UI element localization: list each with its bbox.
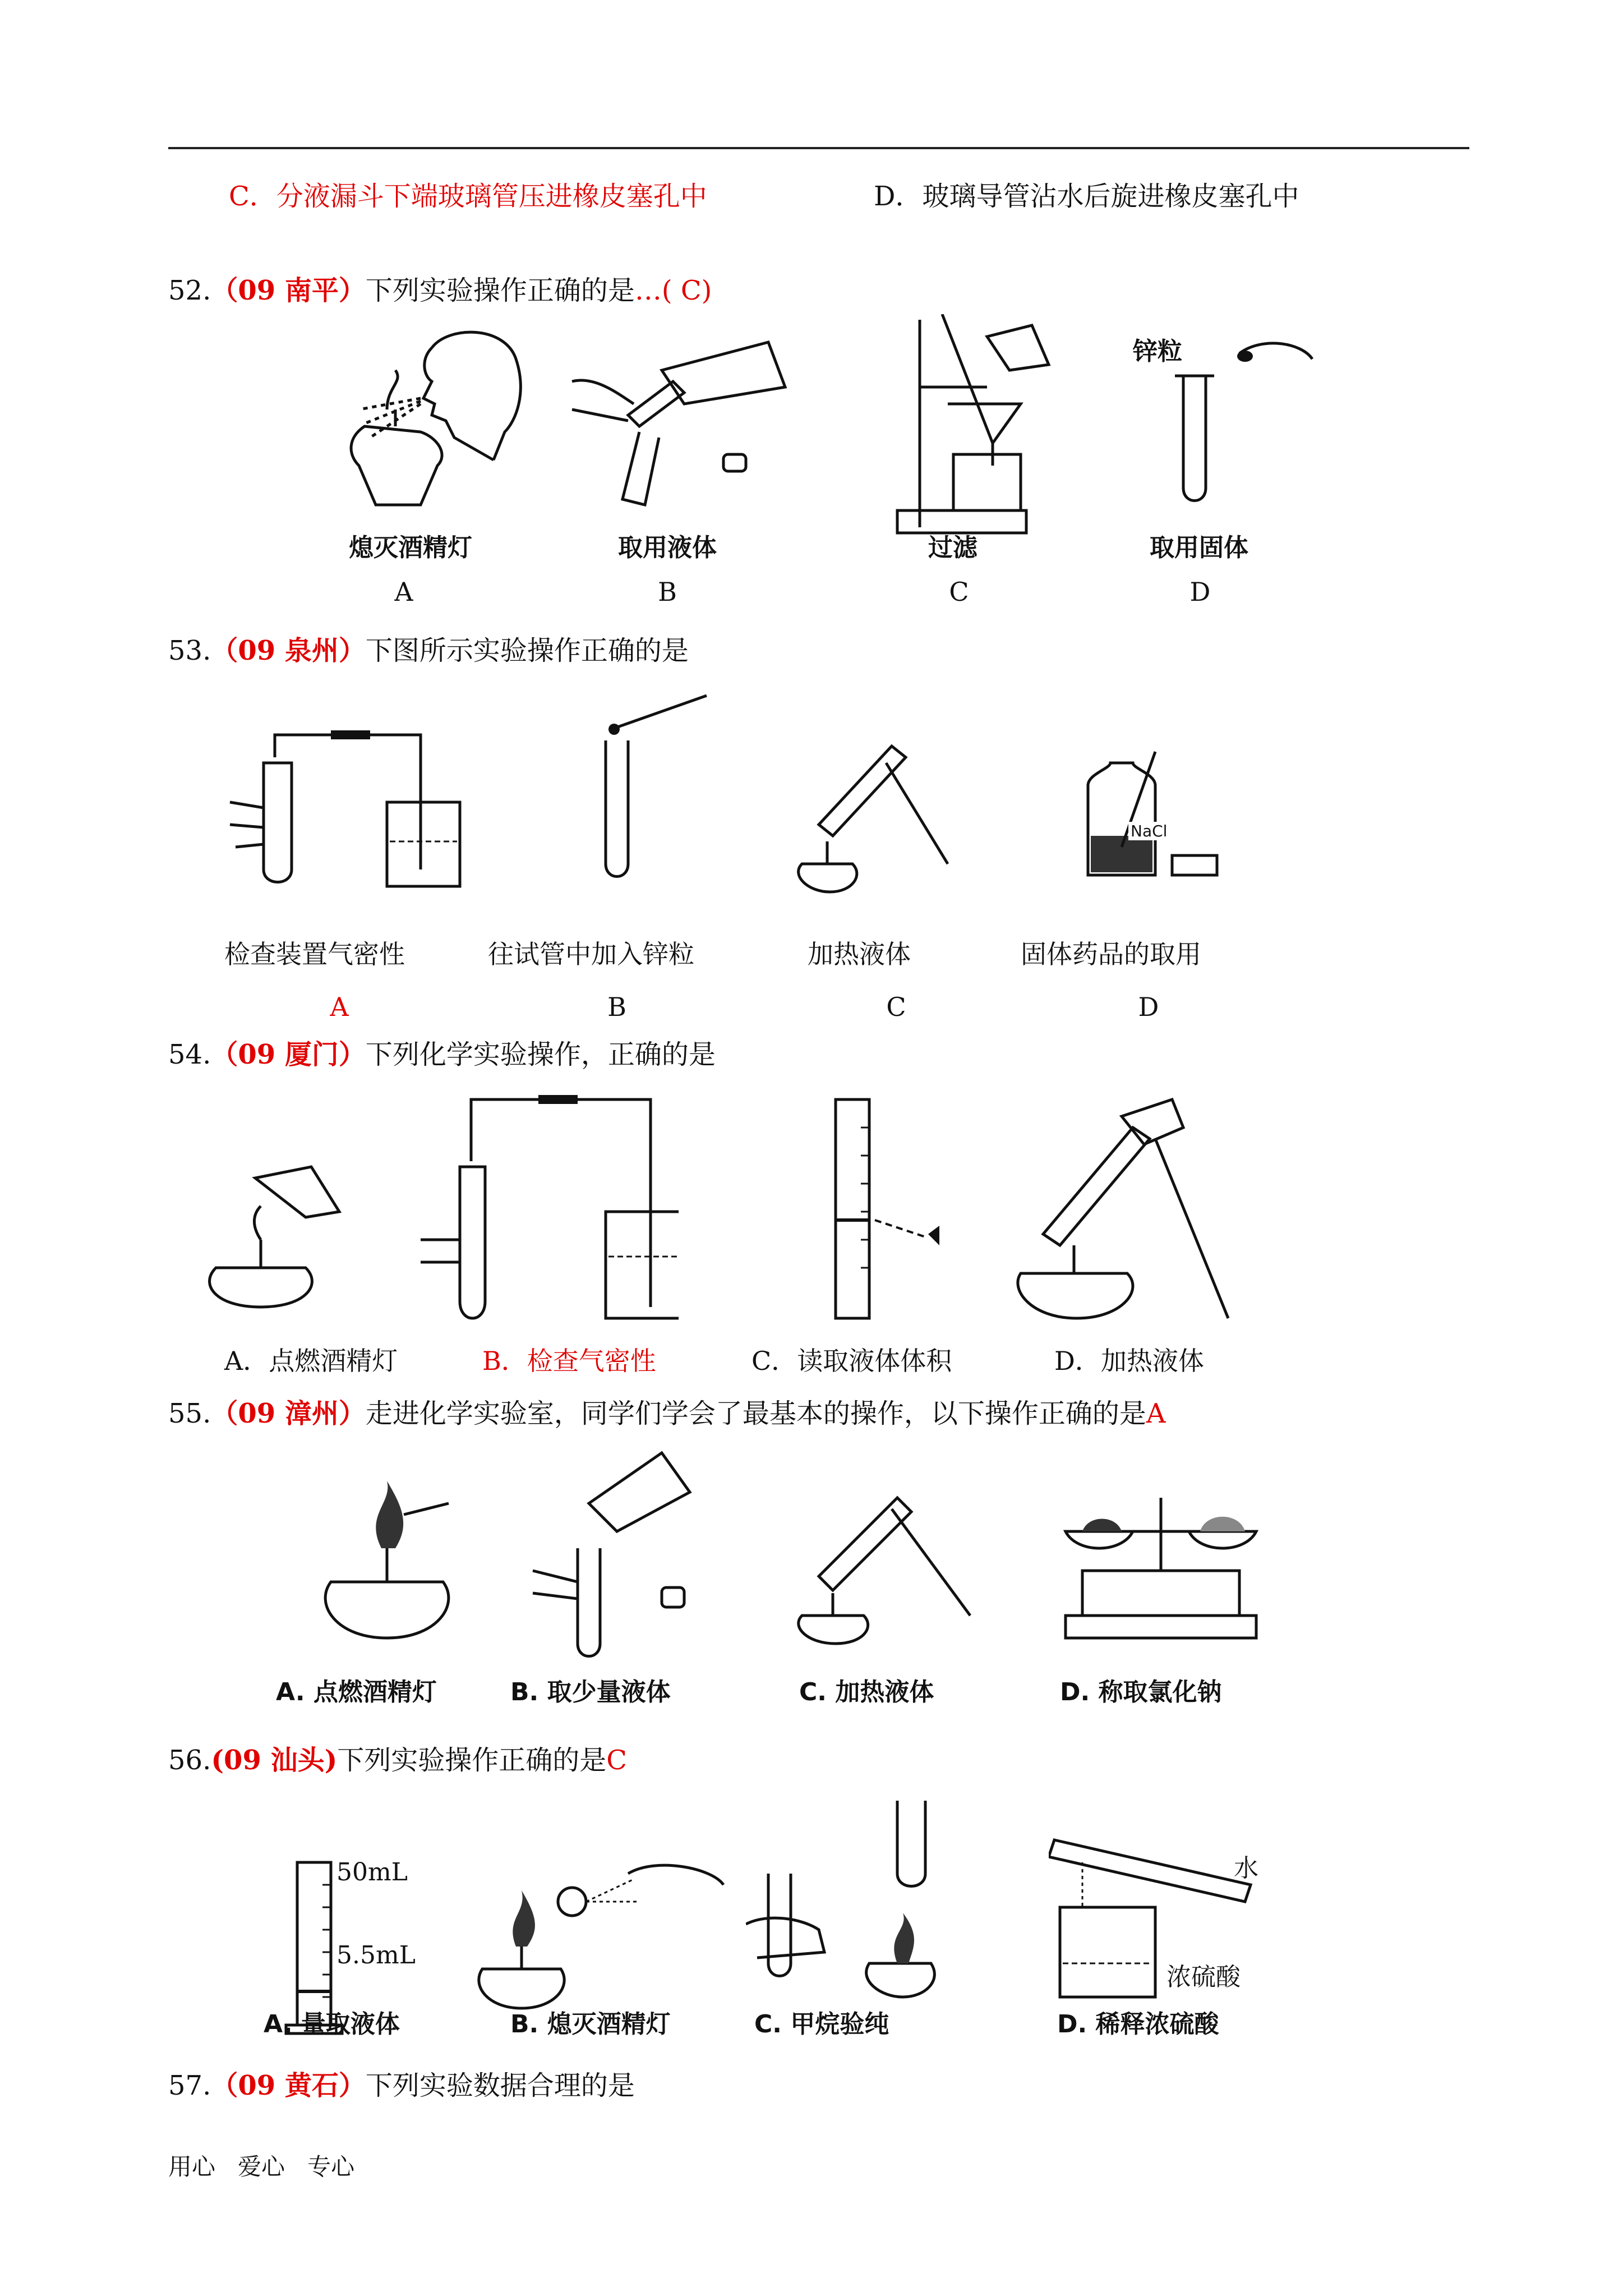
q56-option-a: A. 量取液体 [264, 2010, 400, 2039]
page-footer: 用心 爱心 专心 [168, 2153, 355, 2180]
q53-letter-b: B [607, 992, 626, 1022]
q52-label-a: 熄灭酒精灯 [349, 533, 472, 562]
q56-figure-b [471, 1857, 729, 2014]
q53-letter-d: D [1138, 992, 1159, 1022]
q52-figure-c [886, 314, 1054, 539]
q52-figure-a [325, 325, 533, 516]
q56-question [168, 1743, 627, 1777]
q51-option-d: D．玻璃导管沾水后旋进橡皮塞孔中 [874, 181, 1299, 212]
q54-question [168, 1038, 716, 1071]
header-rule [168, 147, 1469, 149]
q53-letter-c: C [886, 992, 906, 1022]
q56-acid-label: 浓硫酸 [1166, 1963, 1241, 1991]
q52-answer: …( C) [634, 275, 712, 306]
q53-nacl-label: NaCl [1128, 822, 1169, 840]
q53-label-a: 检查装置气密性 [224, 939, 405, 969]
q52-stem: 下列实验操作正确的是 [365, 275, 635, 306]
q53-letter-a: A [330, 992, 349, 1022]
q57-stem: 下列实验数据合理的是 [365, 2070, 635, 2101]
q56-answer: C [606, 1745, 628, 1776]
q57-number: 57. [168, 2070, 211, 2101]
q55-stem: 走进化学实验室，同学们学会了最基本的操作，以下操作正确的是 [365, 1398, 1146, 1429]
q53-figure-b [594, 690, 729, 881]
q54-figure-c [813, 1094, 959, 1324]
q53-question [168, 634, 689, 668]
q53-label-c: 加热液体 [808, 939, 911, 969]
q53-number: 53. [168, 635, 211, 666]
q54-figure-a [193, 1156, 373, 1313]
q51-option-c: C．分液漏斗下端玻璃管压进橡皮塞孔中 [229, 181, 707, 212]
q55-figure-b [516, 1447, 718, 1660]
q52-zinc-label: 锌粒 [1133, 337, 1182, 366]
q55-option-d: D. 称取氯化钠 [1060, 1678, 1222, 1706]
q56-number: 56. [168, 1745, 211, 1776]
q54-option-c: C．读取液体体积 [751, 1346, 952, 1376]
q54-option-d: D．加热液体 [1054, 1346, 1204, 1376]
q53-stem: 下图所示实验操作正确的是 [365, 635, 689, 666]
q56-option-d: D. 稀释浓硫酸 [1057, 2010, 1219, 2039]
q52-label-d: 取用固体 [1150, 533, 1248, 562]
q57-source: （09 黄石） [211, 2070, 366, 2101]
q55-source: （09 漳州） [211, 1398, 366, 1429]
q52-source: （09 南平） [211, 275, 366, 306]
q53-label-b: 往试管中加入锌粒 [488, 939, 694, 969]
q56-water-label: 水 [1234, 1854, 1258, 1883]
q55-option-b: B. 取少量液体 [510, 1678, 671, 1706]
q55-answer: A [1146, 1398, 1166, 1429]
q53-figure-d [1077, 740, 1245, 886]
q52-letter-c: C [949, 577, 969, 607]
q53-source: （09 泉州） [211, 635, 366, 666]
q52-letter-a: A [394, 577, 413, 607]
q56-stem: 下列实验操作正确的是 [337, 1745, 607, 1776]
q56-source: (09 汕头) [211, 1745, 338, 1776]
q53-label-d: 固体药品的取用 [1021, 939, 1201, 969]
q55-figure-d [1054, 1481, 1267, 1644]
q57-question [168, 2069, 635, 2102]
q56-cylinder-mid-mark: 5.5mL [336, 1941, 416, 1970]
q52-letter-b: B [658, 577, 677, 607]
q55-figure-c [785, 1481, 987, 1649]
q52-label-c: 过滤 [928, 533, 978, 562]
q52-label-b: 取用液体 [618, 533, 717, 562]
q52-number: 52. [168, 275, 211, 306]
q55-figure-a [314, 1458, 482, 1649]
q55-option-c: C. 加热液体 [799, 1678, 934, 1706]
q56-cylinder-top-mark: 50mL [336, 1858, 408, 1887]
q55-question [168, 1397, 1166, 1430]
q56-option-b: B. 熄灭酒精灯 [510, 2010, 671, 2039]
q54-source: （09 厦门） [211, 1039, 366, 1070]
q52-figure-b [561, 320, 813, 510]
q53-figure-c [785, 729, 965, 898]
q56-figure-c [746, 1795, 981, 2003]
q56-option-c: C. 甲烷验纯 [754, 2010, 889, 2039]
q55-number: 55. [168, 1398, 211, 1429]
q53-figure-a [224, 724, 482, 892]
q54-figure-d [1004, 1094, 1245, 1329]
q54-number: 54. [168, 1039, 211, 1070]
q52-letter-d: D [1189, 577, 1211, 607]
q52-question [168, 274, 712, 307]
q54-figure-b [398, 1088, 679, 1324]
q54-option-b: B．检查气密性 [482, 1346, 656, 1376]
q54-option-a: A．点燃酒精灯 [224, 1346, 398, 1376]
q55-option-a: A. 点燃酒精灯 [276, 1678, 437, 1706]
q54-stem: 下列化学实验操作，正确的是 [365, 1039, 716, 1070]
